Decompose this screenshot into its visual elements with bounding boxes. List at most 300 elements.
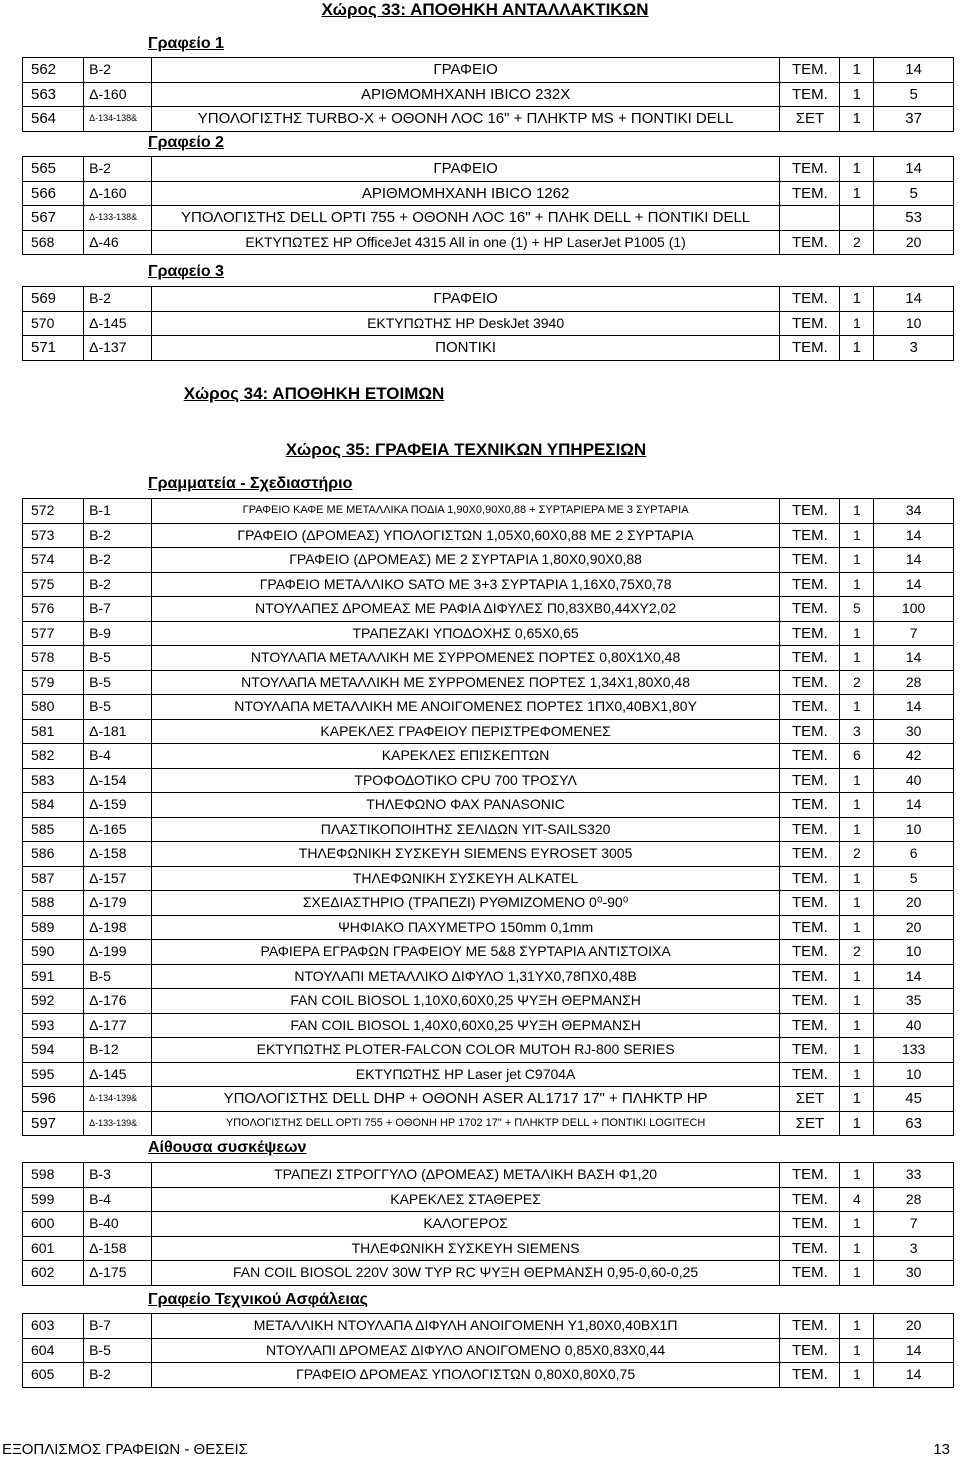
item-quantity: 1	[840, 1038, 874, 1063]
item-quantity: 1	[840, 523, 874, 548]
item-value: 40	[874, 1013, 954, 1038]
item-number: 562	[23, 58, 84, 83]
item-description: ΚΑΛΟΓΕΡΟΣ	[151, 1212, 780, 1237]
item-value: 20	[874, 1314, 954, 1339]
item-code: Δ-179	[84, 891, 152, 916]
item-quantity: 1	[840, 1013, 874, 1038]
item-code: Β-2	[84, 523, 152, 548]
item-quantity: 5	[840, 597, 874, 622]
item-unit: ΤΕΜ.	[780, 311, 840, 336]
item-code: Β-2	[84, 58, 152, 83]
item-value: 7	[874, 621, 954, 646]
item-code: Δ-154	[84, 768, 152, 793]
table-row	[23, 1338, 954, 1363]
item-quantity: 1	[840, 181, 874, 206]
item-description: ΑΡΙΘΜΟΜΗΧΑΝΗ IBICO 1262	[151, 181, 780, 206]
table-row	[23, 336, 954, 361]
item-unit: ΤΕΜ.	[780, 1013, 840, 1038]
item-quantity: 1	[840, 1314, 874, 1339]
item-unit: ΤΕΜ.	[780, 1236, 840, 1261]
item-description: ΓΡΑΦΕΙΟ ΚΑΦΕ ΜΕ ΜΕΤΑΛΛΙΚΑ ΠΟΔΙΑ 1,90Χ0,90Χ0,88 + ΣΥΡΤΑΡΙΕΡΑ ΜΕ 3 ΣΥΡΤΑΡΙΑ	[151, 499, 780, 524]
item-description: ΤΗΛΕΦΩΝΟ ΦΑΧ PANASONIC	[151, 793, 780, 818]
item-value: 37	[874, 107, 954, 132]
item-description: ΠΛΑΣΤΙΚΟΠΟΙΗΤΗΣ ΣΕΛΙΔΩΝ YIT-SAILS320	[151, 817, 780, 842]
item-value: 3	[874, 1236, 954, 1261]
table-safety-office	[22, 1313, 954, 1388]
table-row	[23, 572, 954, 597]
item-quantity: 1	[840, 1212, 874, 1237]
item-number: 577	[23, 621, 84, 646]
item-quantity: 1	[840, 695, 874, 720]
item-quantity: 1	[840, 1363, 874, 1388]
item-quantity: 1	[840, 287, 874, 312]
item-code: Δ-157	[84, 866, 152, 891]
item-quantity: 1	[840, 964, 874, 989]
table-row	[23, 58, 954, 83]
item-quantity: 1	[840, 621, 874, 646]
item-unit: ΤΕΜ.	[780, 1187, 840, 1212]
item-quantity: 1	[840, 58, 874, 83]
item-code: Δ-160	[84, 181, 152, 206]
item-number: 569	[23, 287, 84, 312]
item-value: 14	[874, 646, 954, 671]
table-row	[23, 817, 954, 842]
item-value: 10	[874, 311, 954, 336]
item-quantity: 1	[840, 1338, 874, 1363]
item-code: Δ-145	[84, 1062, 152, 1087]
item-unit: ΤΕΜ.	[780, 499, 840, 524]
item-description: ΚΑΡΕΚΛΕΣ ΣΤΑΘΕΡΕΣ	[151, 1187, 780, 1212]
room-35-title: Χώρος 35: ΓΡΑΦΕΙΑ ΤΕΧΝΙΚΩΝ ΥΠΗΡΕΣΙΩΝ	[285, 440, 647, 459]
item-unit: ΤΕΜ.	[780, 1062, 840, 1087]
item-number: 600	[23, 1212, 84, 1237]
item-quantity: 2	[840, 670, 874, 695]
item-code: Β-2	[84, 1363, 152, 1388]
item-number: 565	[23, 157, 84, 182]
table-office-1	[22, 57, 954, 132]
item-description: ΤΗΛΕΦΩΝΙΚΗ ΣΥΣΚΕΥΗ SIEMENS EYROSET 3005	[151, 842, 780, 867]
item-code: Β-12	[84, 1038, 152, 1063]
item-description: ΕΚΤΥΠΩΤΗΣ HP Laser jet C9704A	[151, 1062, 780, 1087]
item-code: Β-7	[84, 597, 152, 622]
item-quantity: 2	[840, 230, 874, 255]
item-unit: ΤΕΜ.	[780, 842, 840, 867]
item-unit: ΤΕΜ.	[780, 1363, 840, 1388]
item-code: Δ-158	[84, 842, 152, 867]
item-quantity: 1	[840, 548, 874, 573]
item-number: 597	[23, 1111, 84, 1136]
item-description: ΤΗΛΕΦΩΝΙΚΗ ΣΥΣΚΕΥΗ ALKATEL	[151, 866, 780, 891]
item-quantity: 1	[840, 866, 874, 891]
item-unit: ΤΕΜ.	[780, 940, 840, 965]
item-number: 563	[23, 82, 84, 107]
item-code: Β-1	[84, 499, 152, 524]
table-row	[23, 1013, 954, 1038]
table-row	[23, 891, 954, 916]
item-description: ΝΤΟΥΛΑΠΑ ΜΕΤΑΛΛΙΚΗ ΜΕ ΣΥΡΡΟΜΕΝΕΣ ΠΟΡΤΕΣ 0,80Χ1Χ0,48	[151, 646, 780, 671]
item-quantity: 3	[840, 719, 874, 744]
item-value: 100	[874, 597, 954, 622]
section-office-2: Γραφείο 2	[148, 134, 224, 151]
item-description: ΤΡΟΦΟΔΟΤΙΚΟ CPU 700 ΤΡΟΣΥΛ	[151, 768, 780, 793]
item-description: ΥΠΟΛΟΓΙΣΤΗΣ DELL OPTI 755 + ΟΘΟΝΗ ΛΟC 16" + ΠΛΗΚ DELL + ΠΟΝΤΙΚΙ DELL	[151, 206, 780, 231]
table-row	[23, 597, 954, 622]
item-number: 581	[23, 719, 84, 744]
item-description: ΤΡΑΠΕΖΑΚΙ ΥΠΟΔΟΧΗΣ 0,65Χ0,65	[151, 621, 780, 646]
item-value: 10	[874, 940, 954, 965]
item-code: Β-4	[84, 744, 152, 769]
item-code: Β-5	[84, 1338, 152, 1363]
item-unit: ΤΕΜ.	[780, 695, 840, 720]
item-value: 10	[874, 817, 954, 842]
item-description: ΝΤΟΥΛΑΠΑ ΜΕΤΑΛΛΙΚΗ ΜΕ ΣΥΡΡΟΜΕΝΕΣ ΠΟΡΤΕΣ 1,34Χ1,80Χ0,48	[151, 670, 780, 695]
item-quantity: 1	[840, 572, 874, 597]
item-value: 30	[874, 1261, 954, 1286]
item-code: Δ-158	[84, 1236, 152, 1261]
item-number: 571	[23, 336, 84, 361]
item-value: 14	[874, 1338, 954, 1363]
item-value: 14	[874, 287, 954, 312]
item-unit: ΤΕΜ.	[780, 989, 840, 1014]
item-quantity: 1	[840, 1261, 874, 1286]
table-row	[23, 1163, 954, 1188]
table-office-2	[22, 156, 954, 255]
item-description: FAN COIL BIOSOL 220V 30W TYP RC ΨΥΞΗ ΘΕΡΜΑΝΣΗ 0,95-0,60-0,25	[151, 1261, 780, 1286]
item-quantity: 1	[840, 989, 874, 1014]
item-unit: ΣΕΤ	[780, 1111, 840, 1136]
table-row	[23, 1236, 954, 1261]
item-code: Δ-199	[84, 940, 152, 965]
item-unit: ΤΕΜ.	[780, 964, 840, 989]
table-row	[23, 1087, 954, 1112]
section-secretariat: Γραμματεία - Σχεδιαστήριο	[148, 475, 353, 492]
item-code: Δ-137	[84, 336, 152, 361]
item-unit	[780, 206, 840, 231]
item-code: Β-3	[84, 1163, 152, 1188]
item-value: 14	[874, 695, 954, 720]
item-number: 579	[23, 670, 84, 695]
item-code: Β-9	[84, 621, 152, 646]
item-number: 601	[23, 1236, 84, 1261]
item-value: 14	[874, 523, 954, 548]
item-unit: ΤΕΜ.	[780, 1314, 840, 1339]
item-description: ΓΡΑΦΕΙΟ (ΔΡΟΜΕΑΣ) ΥΠΟΛΟΓΙΣΤΩΝ 1,05Χ0,60Χ0,88 ΜΕ 2 ΣΥΡΤΑΡΙΑ	[151, 523, 780, 548]
item-unit: ΣΕΤ	[780, 1087, 840, 1112]
table-row	[23, 744, 954, 769]
item-quantity: 1	[840, 336, 874, 361]
item-value: 20	[874, 230, 954, 255]
item-unit: ΤΕΜ.	[780, 1038, 840, 1063]
item-number: 598	[23, 1163, 84, 1188]
item-code: Δ-145	[84, 311, 152, 336]
item-quantity: 1	[840, 891, 874, 916]
item-unit: ΤΕΜ.	[780, 287, 840, 312]
item-code: Β-5	[84, 964, 152, 989]
item-number: 605	[23, 1363, 84, 1388]
item-value: 33	[874, 1163, 954, 1188]
item-value: 28	[874, 1187, 954, 1212]
table-row	[23, 82, 954, 107]
item-unit: ΤΕΜ.	[780, 768, 840, 793]
item-unit: ΤΕΜ.	[780, 1163, 840, 1188]
item-number: 604	[23, 1338, 84, 1363]
item-number: 589	[23, 915, 84, 940]
item-description: ΥΠΟΛΟΓΙΣΤΗΣ DELL DHP + ΟΘΟΝΗ ASER AL1717 17" + ΠΛΗΚΤΡ HP	[151, 1087, 780, 1112]
item-value: 14	[874, 157, 954, 182]
item-description: FAN COIL BIOSOL 1,40Χ0,60Χ0,25 ΨΥΞΗ ΘΕΡΜΑΝΣΗ	[151, 1013, 780, 1038]
item-value: 53	[874, 206, 954, 231]
room-34-title: Χώρος 34: ΑΠΟΘΗΚΗ ΕΤΟΙΜΩΝ	[183, 384, 445, 403]
item-unit: ΣΕΤ	[780, 107, 840, 132]
item-description: ΥΠΟΛΟΓΙΣΤΗΣ DELL OPTI 755 + ΟΘΟΝΗ HP 1702 17" + ΠΛΗΚΤΡ DELL + ΠΟΝΤΙΚΙ LOGITECH	[151, 1111, 780, 1136]
table-office-3	[22, 286, 954, 361]
section-office-1: Γραφείο 1	[148, 35, 224, 52]
item-code: Δ-175	[84, 1261, 152, 1286]
item-description: ΝΤΟΥΛΑΠΙ ΔΡΟΜΕΑΣ ΔΙΦΥΛΟ ΑΝΟΙΓΟΜΕΝΟ 0,85Χ0,83Χ0,44	[151, 1338, 780, 1363]
item-description: FAN COIL BIOSOL 1,10Χ0,60Χ0,25 ΨΥΞΗ ΘΕΡΜΑΝΣΗ	[151, 989, 780, 1014]
item-unit: ΤΕΜ.	[780, 597, 840, 622]
table-row	[23, 1212, 954, 1237]
item-number: 572	[23, 499, 84, 524]
item-value: 133	[874, 1038, 954, 1063]
item-description: ΜΕΤΑΛΛΙΚΗ ΝΤΟΥΛΑΠΑ ΔΙΦΥΛΗ ΑΝΟΙΓΟΜΕΝΗ Υ1,80Χ0,40ΒΧ1Π	[151, 1314, 780, 1339]
room-33-title: Χώρος 33: ΑΠΟΘΗΚΗ ΑΝΤΑΛΛΑΚΤΙΚΩΝ	[321, 0, 649, 19]
table-secretariat	[22, 498, 954, 1136]
item-quantity: 1	[840, 311, 874, 336]
item-unit: ΤΕΜ.	[780, 572, 840, 597]
item-description: ΓΡΑΦΕΙΟ ΜΕΤΑΛΛΙΚΟ SATO ΜΕ 3+3 ΣΥΡΤΑΡΙΑ 1,16Χ0,75Χ0,78	[151, 572, 780, 597]
item-number: 595	[23, 1062, 84, 1087]
item-unit: ΤΕΜ.	[780, 82, 840, 107]
table-row	[23, 719, 954, 744]
table-row	[23, 548, 954, 573]
item-value: 3	[874, 336, 954, 361]
item-quantity: 1	[840, 817, 874, 842]
item-number: 602	[23, 1261, 84, 1286]
table-row	[23, 964, 954, 989]
item-code: Β-5	[84, 646, 152, 671]
table-row	[23, 940, 954, 965]
item-description: ΠΟΝΤΙΚΙ	[151, 336, 780, 361]
item-unit: ΤΕΜ.	[780, 915, 840, 940]
table-row	[23, 866, 954, 891]
table-row	[23, 915, 954, 940]
item-description: ΓΡΑΦΕΙΟ	[151, 287, 780, 312]
table-row	[23, 1261, 954, 1286]
item-number: 596	[23, 1087, 84, 1112]
item-value: 5	[874, 181, 954, 206]
item-code: Β-2	[84, 287, 152, 312]
item-code: Β-2	[84, 572, 152, 597]
item-unit: ΤΕΜ.	[780, 817, 840, 842]
item-description: ΣΧΕΔΙΑΣΤΗΡΙΟ (ΤΡΑΠΕΖΙ) ΡΥΘΜΙΖΟΜΕΝΟ 0⁰-90⁰	[151, 891, 780, 916]
table-row	[23, 1363, 954, 1388]
item-unit: ΤΕΜ.	[780, 336, 840, 361]
item-description: ΤΡΑΠΕΖΙ ΣΤΡΟΓΓΥΛΟ (ΔΡΟΜΕΑΣ) ΜΕΤΑΛΙΚΗ ΒΑΣΗ Φ1,20	[151, 1163, 780, 1188]
item-description: ΕΚΤΥΠΩΤΗΣ PLOTER-FALCON COLOR MUTOH RJ-800 SERIES	[151, 1038, 780, 1063]
item-quantity: 1	[840, 157, 874, 182]
item-number: 578	[23, 646, 84, 671]
table-meeting-room	[22, 1162, 954, 1286]
item-quantity: 1	[840, 82, 874, 107]
item-number: 594	[23, 1038, 84, 1063]
table-row	[23, 768, 954, 793]
table-row	[23, 621, 954, 646]
item-code: Δ-134-139&	[84, 1087, 152, 1112]
section-safety-office: Γραφείο Τεχνικού Ασφάλειας	[148, 1291, 368, 1308]
item-description: ΥΠΟΛΟΓΙΣΤΗΣ TURBO-X + ΟΘΟΝΗ ΛΟC 16" + ΠΛΗΚΤΡ MS + ΠΟΝΤΙΚΙ DELL	[151, 107, 780, 132]
item-number: 603	[23, 1314, 84, 1339]
item-unit: ΤΕΜ.	[780, 230, 840, 255]
table-row	[23, 206, 954, 231]
item-unit: ΤΕΜ.	[780, 58, 840, 83]
item-code: Δ-181	[84, 719, 152, 744]
item-number: 570	[23, 311, 84, 336]
table-row	[23, 1062, 954, 1087]
item-unit: ΤΕΜ.	[780, 670, 840, 695]
item-unit: ΤΕΜ.	[780, 621, 840, 646]
item-unit: ΤΕΜ.	[780, 548, 840, 573]
item-number: 574	[23, 548, 84, 573]
item-number: 567	[23, 206, 84, 231]
item-quantity: 6	[840, 744, 874, 769]
item-quantity: 1	[840, 646, 874, 671]
item-code: Δ-159	[84, 793, 152, 818]
item-code: Β-5	[84, 695, 152, 720]
item-code: Β-2	[84, 157, 152, 182]
item-number: 593	[23, 1013, 84, 1038]
item-value: 14	[874, 793, 954, 818]
item-number: 583	[23, 768, 84, 793]
item-value: 40	[874, 768, 954, 793]
item-unit: ΤΕΜ.	[780, 181, 840, 206]
item-description: ΚΑΡΕΚΛΕΣ ΕΠΙΣΚΕΠΤΩΝ	[151, 744, 780, 769]
item-unit: ΤΕΜ.	[780, 157, 840, 182]
table-row	[23, 499, 954, 524]
table-row	[23, 793, 954, 818]
item-description: ΕΚΤΥΠΩΤΗΣ HP DeskJet 3940	[151, 311, 780, 336]
item-description: ΑΡΙΘΜΟΜΗΧΑΝΗ IBICO 232X	[151, 82, 780, 107]
item-unit: ΤΕΜ.	[780, 793, 840, 818]
item-unit: ΤΕΜ.	[780, 1338, 840, 1363]
section-office-3: Γραφείο 3	[148, 263, 224, 280]
item-quantity: 2	[840, 940, 874, 965]
table-row	[23, 1111, 954, 1136]
table-row	[23, 1314, 954, 1339]
item-number: 586	[23, 842, 84, 867]
item-quantity: 1	[840, 1062, 874, 1087]
table-row	[23, 695, 954, 720]
item-value: 20	[874, 915, 954, 940]
item-number: 588	[23, 891, 84, 916]
item-quantity	[840, 206, 874, 231]
item-description: ΝΤΟΥΛΑΠΙ ΜΕΤΑΛΛΙΚΟ ΔΙΦΥΛΟ 1,31ΥΧ0,78ΠΧ0,48Β	[151, 964, 780, 989]
item-number: 566	[23, 181, 84, 206]
item-value: 35	[874, 989, 954, 1014]
item-quantity: 1	[840, 107, 874, 132]
page-number: 13	[933, 1441, 950, 1458]
table-row	[23, 181, 954, 206]
item-number: 575	[23, 572, 84, 597]
table-row	[23, 287, 954, 312]
item-code: Δ-134-138&	[84, 107, 152, 132]
item-code: Δ-133-139&	[84, 1111, 152, 1136]
item-description: ΓΡΑΦΕΙΟ	[151, 157, 780, 182]
item-value: 6	[874, 842, 954, 867]
item-unit: ΤΕΜ.	[780, 523, 840, 548]
item-code: Δ-160	[84, 82, 152, 107]
item-number: 576	[23, 597, 84, 622]
item-quantity: 1	[840, 1111, 874, 1136]
item-quantity: 1	[840, 1236, 874, 1261]
item-code: Δ-198	[84, 915, 152, 940]
table-row	[23, 230, 954, 255]
item-code: Δ-133-138&	[84, 206, 152, 231]
item-value: 20	[874, 891, 954, 916]
item-description: ΓΡΑΦΕΙΟ (ΔΡΟΜΕΑΣ) ΜΕ 2 ΣΥΡΤΑΡΙΑ 1,80Χ0,90Χ0,88	[151, 548, 780, 573]
item-number: 585	[23, 817, 84, 842]
item-quantity: 1	[840, 499, 874, 524]
item-quantity: 1	[840, 793, 874, 818]
table-row	[23, 989, 954, 1014]
item-unit: ΤΕΜ.	[780, 744, 840, 769]
item-unit: ΤΕΜ.	[780, 891, 840, 916]
item-unit: ΤΕΜ.	[780, 646, 840, 671]
table-row	[23, 670, 954, 695]
item-description: ΡΑΦΙΕΡΑ ΕΓΡΑΦΩΝ ΓΡΑΦΕΙΟΥ ΜΕ 5&8 ΣΥΡΤΑΡΙΑ ΑΝΤΙΣΤΟΙΧΑ	[151, 940, 780, 965]
item-code: Β-7	[84, 1314, 152, 1339]
table-row	[23, 646, 954, 671]
item-description: ΚΑΡΕΚΛΕΣ ΓΡΑΦΕΙΟΥ ΠΕΡΙΣΤΡΕΦΟΜΕΝΕΣ	[151, 719, 780, 744]
item-quantity: 1	[840, 915, 874, 940]
footer-title: ΕΞΟΠΛΙΣΜΟΣ ΓΡΑΦΕΙΩΝ - ΘΕΣΕΙΣ	[2, 1441, 248, 1458]
item-number: 568	[23, 230, 84, 255]
item-value: 5	[874, 866, 954, 891]
item-value: 45	[874, 1087, 954, 1112]
item-description: ΕΚΤΥΠΩΤΕΣ HP OfficeJet 4315 All in one (1) + HP LaserJet P1005 (1)	[151, 230, 780, 255]
item-value: 10	[874, 1062, 954, 1087]
item-unit: ΤΕΜ.	[780, 719, 840, 744]
table-row	[23, 157, 954, 182]
item-number: 564	[23, 107, 84, 132]
item-quantity: 1	[840, 1163, 874, 1188]
item-value: 14	[874, 964, 954, 989]
item-description: ΝΤΟΥΛΑΠΕΣ ΔΡΟΜΕΑΣ ΜΕ ΡΑΦΙΑ ΔΙΦΥΛΕΣ Π0,83ΧΒ0,44ΧΥ2,02	[151, 597, 780, 622]
item-number: 582	[23, 744, 84, 769]
item-code: Δ-165	[84, 817, 152, 842]
item-description: ΓΡΑΦΕΙΟ	[151, 58, 780, 83]
item-value: 63	[874, 1111, 954, 1136]
item-code: Δ-176	[84, 989, 152, 1014]
item-value: 7	[874, 1212, 954, 1237]
item-number: 584	[23, 793, 84, 818]
item-description: ΤΗΛΕΦΩΝΙΚΗ ΣΥΣΚΕΥΗ SIEMENS	[151, 1236, 780, 1261]
item-value: 14	[874, 1363, 954, 1388]
item-value: 14	[874, 58, 954, 83]
item-quantity: 1	[840, 1087, 874, 1112]
item-code: Β-2	[84, 548, 152, 573]
item-description: ΓΡΑΦΕΙΟ ΔΡΟΜΕΑΣ ΥΠΟΛΟΓΙΣΤΩΝ 0,80Χ0,80Χ0,75	[151, 1363, 780, 1388]
item-number: 573	[23, 523, 84, 548]
item-number: 590	[23, 940, 84, 965]
item-value: 14	[874, 572, 954, 597]
item-value: 34	[874, 499, 954, 524]
item-code: Δ-177	[84, 1013, 152, 1038]
item-code: Β-4	[84, 1187, 152, 1212]
item-number: 580	[23, 695, 84, 720]
item-value: 42	[874, 744, 954, 769]
table-row	[23, 1187, 954, 1212]
